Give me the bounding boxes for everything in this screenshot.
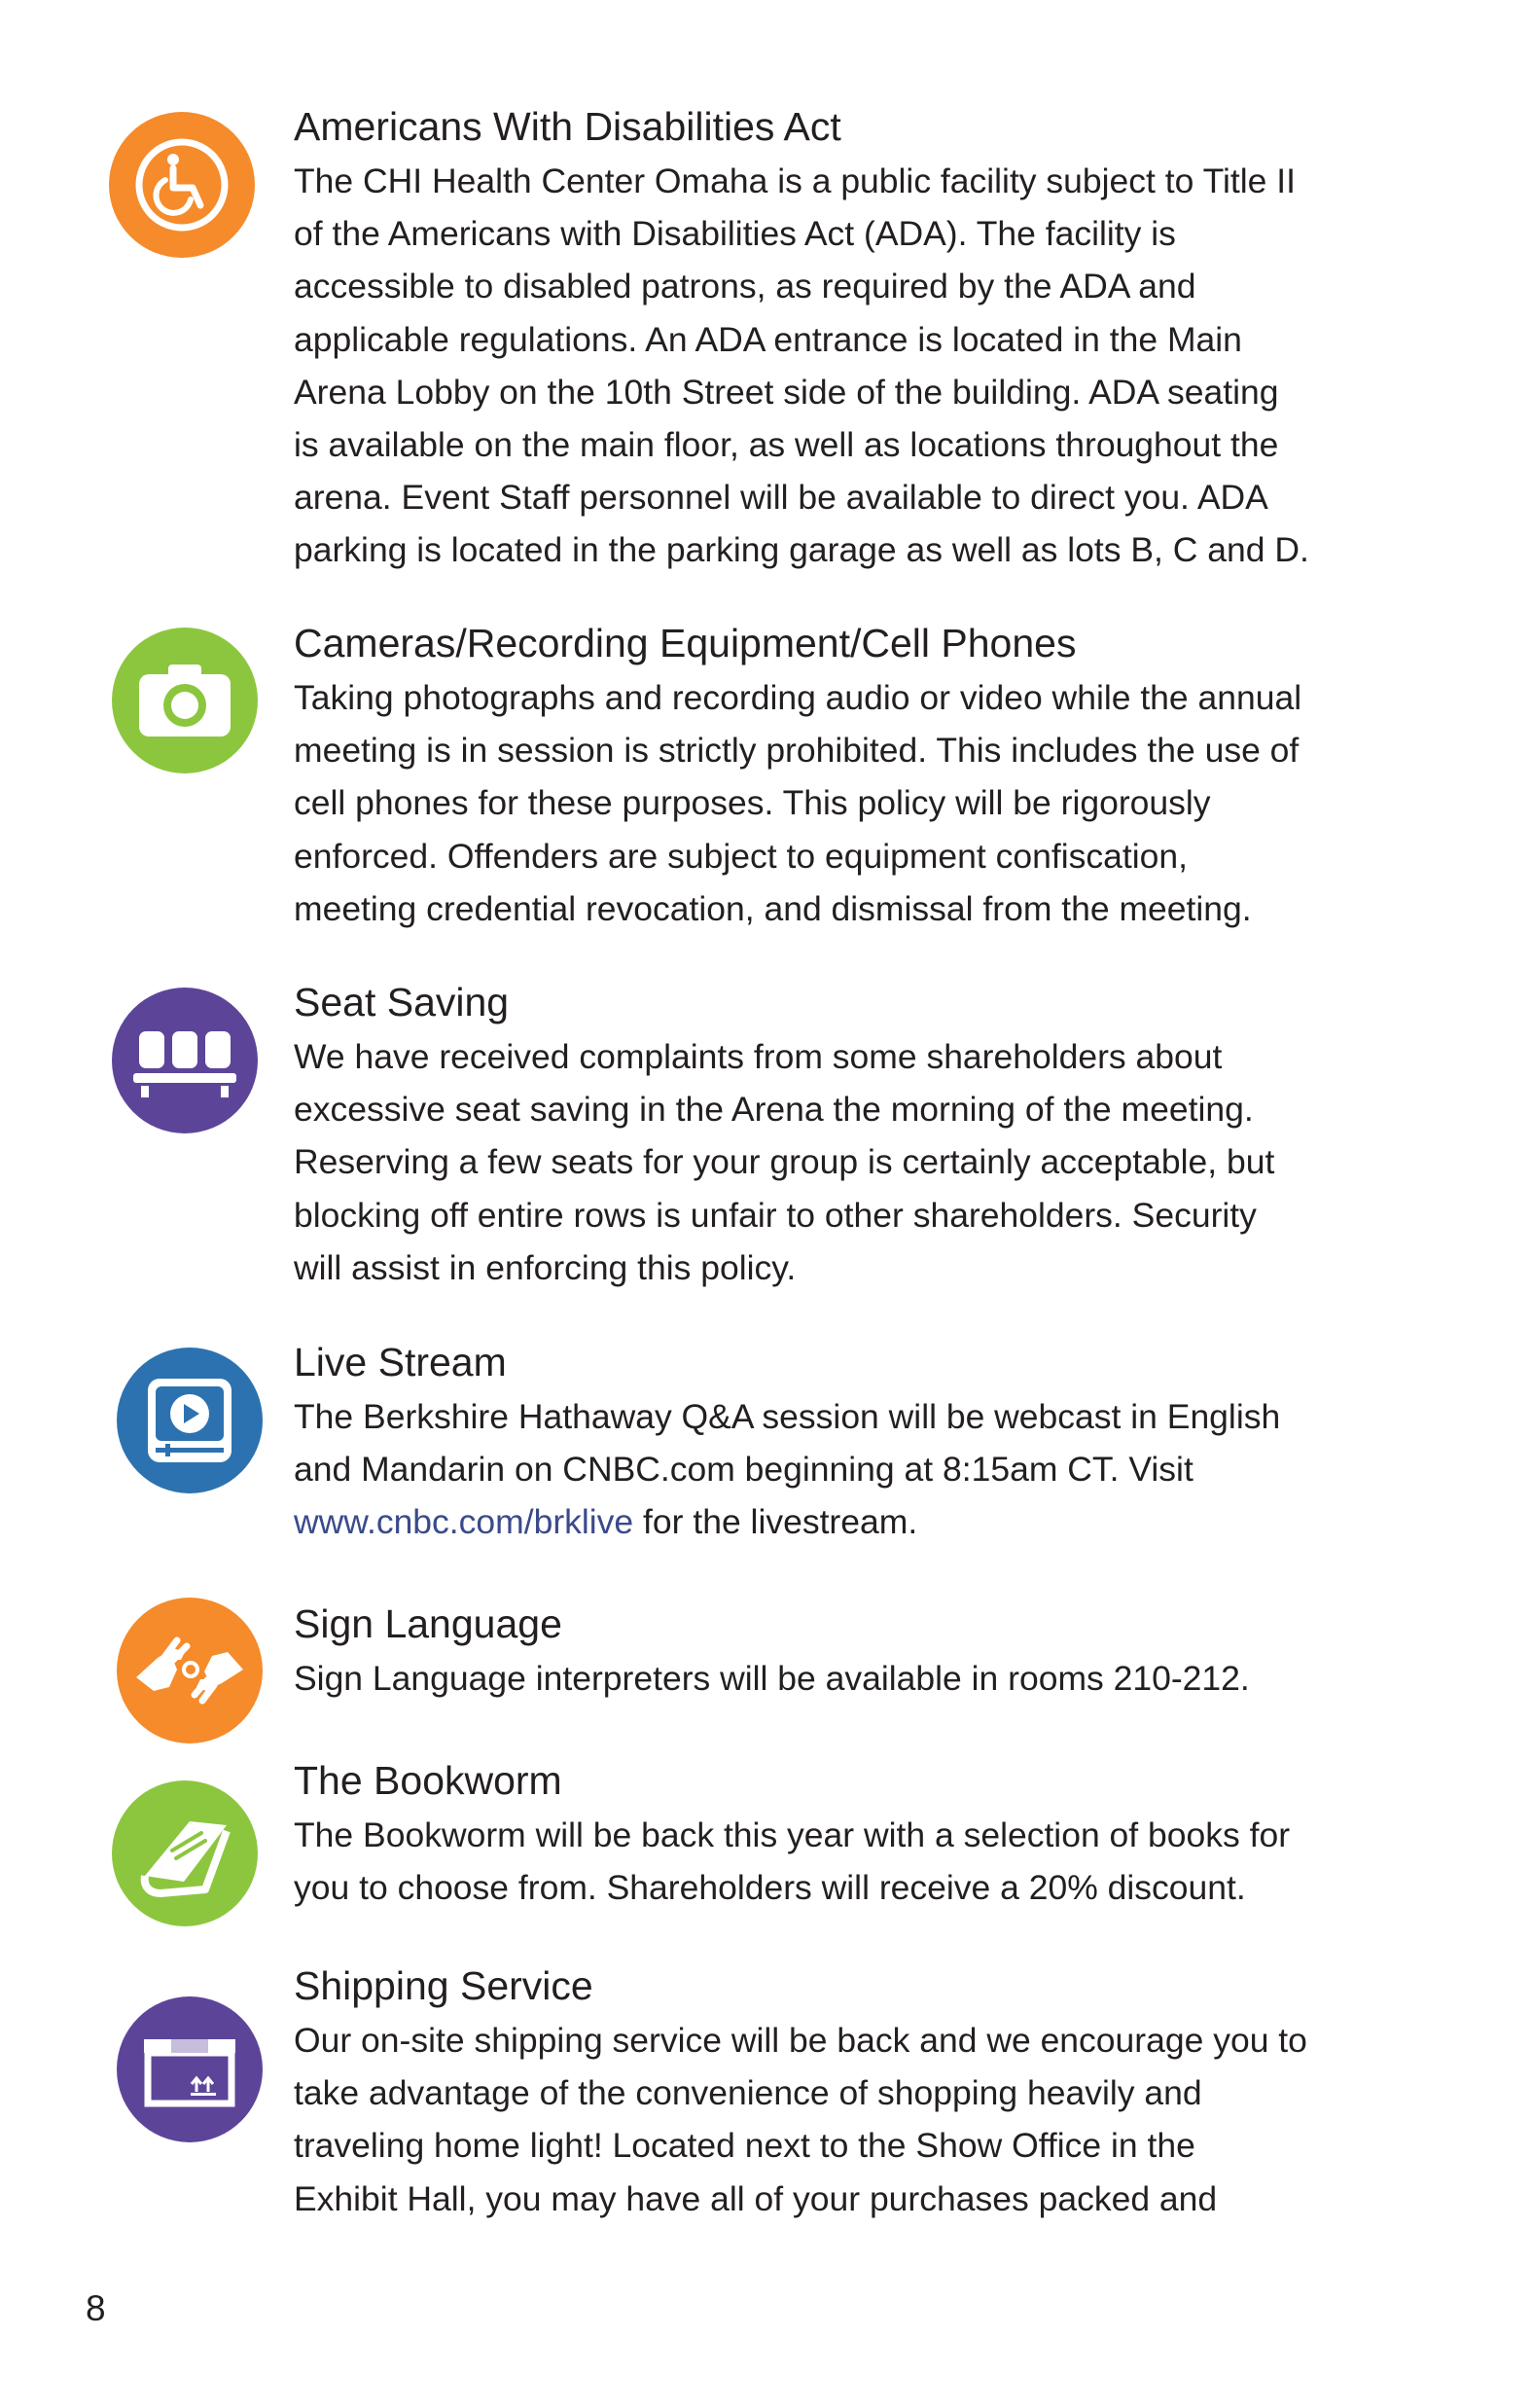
body-sign-language [294,1652,1461,1705]
body-line: parking is located in the parking garage as well as lots B, C and D. [294,530,1309,570]
book-icon [112,1780,258,1926]
body-shipping [294,2014,1461,2225]
heading-ada: Americans With Disabilities Act [294,104,841,149]
heading-sign-language: Sign Language [294,1601,562,1646]
body-line: meeting is in session is strictly prohibited. This includes the use of [294,731,1300,771]
body-line: enforced. Offenders are subject to equipment confiscation, [294,836,1188,876]
heading-seat-saving: Seat Saving [294,980,510,1024]
heading-shipping: Shipping Service [294,1963,593,2008]
body-line [294,1495,1461,1548]
body-live-stream [294,1390,1461,1549]
body-line: Our on-site shipping service will be back and we encourage you to [294,2021,1307,2060]
body-line: and Mandarin on CNBC.com beginning at 8:15am CT. Visit [294,1450,1194,1490]
body-ada [294,155,1461,577]
camera-icon [112,628,258,773]
body-cameras [294,671,1461,935]
link-suffix: for the livestream. [633,1502,918,1542]
body-line: Sign Language interpreters will be available in rooms 210-212. [294,1659,1250,1698]
body-line: The Berkshire Hathaway Q&A session will be webcast in English [294,1397,1281,1436]
body-line: of the Americans with Disabilities Act (ADA). The facility is [294,214,1176,254]
body-line: take advantage of the convenience of shopping heavily and [294,2073,1202,2113]
body-line: excessive seat saving in the Arena the morning of the meeting. [294,1090,1254,1130]
shipping-box-icon [117,1996,263,2142]
body-line: traveling home light! Located next to the Show Office in the [294,2126,1195,2166]
sign-language-hands-icon [117,1598,263,1743]
heading-cameras: Cameras/Recording Equipment/Cell Phones [294,621,1077,665]
body-line: arena. Event Staff personnel will be available to direct you. ADA [294,478,1268,518]
body-bookworm [294,1809,1461,1914]
body-line: The Bookworm will be back this year with a selection of books for [294,1815,1291,1854]
body-line: meeting credential revocation, and dismissal from the meeting. [294,888,1252,928]
wheelchair-icon [109,112,255,258]
seats-icon [112,988,258,1133]
body-seat-saving [294,1030,1461,1294]
body-line: Taking photographs and recording audio or video while the annual [294,678,1302,717]
body-line: cell phones for these purposes. This policy will be rigorously [294,783,1211,823]
heading-bookworm: The Bookworm [294,1758,562,1803]
heading-live-stream: Live Stream [294,1340,507,1384]
body-line: is available on the main floor, as well as locations throughout the [294,425,1279,465]
page-number: 8 [86,2288,106,2328]
body-line: applicable regulations. An ADA entrance is located in the Main [294,319,1242,359]
body-line: We have received complaints from some shareholders about [294,1037,1223,1076]
body-line: Exhibit Hall, you may have all of your purchases packed and [294,2178,1218,2218]
body-line: The CHI Health Center Omaha is a public facility subject to Title II [294,162,1296,200]
body-line: will assist in enforcing this policy. [294,1247,797,1287]
video-player-icon [117,1348,263,1493]
body-line: accessible to disabled patrons, as required by the ADA and [294,267,1196,306]
body-line: Arena Lobby on the 10th Street side of the building. ADA seating [294,372,1279,412]
body-line: blocking off entire rows is unfair to other shareholders. Security [294,1195,1257,1235]
livestream-link[interactable]: www.cnbc.com/brklive [294,1502,634,1542]
body-line: you to choose from. Shareholders will receive a 20% discount. [294,1868,1246,1908]
body-line: Reserving a few seats for your group is certainly acceptable, but [294,1142,1275,1182]
